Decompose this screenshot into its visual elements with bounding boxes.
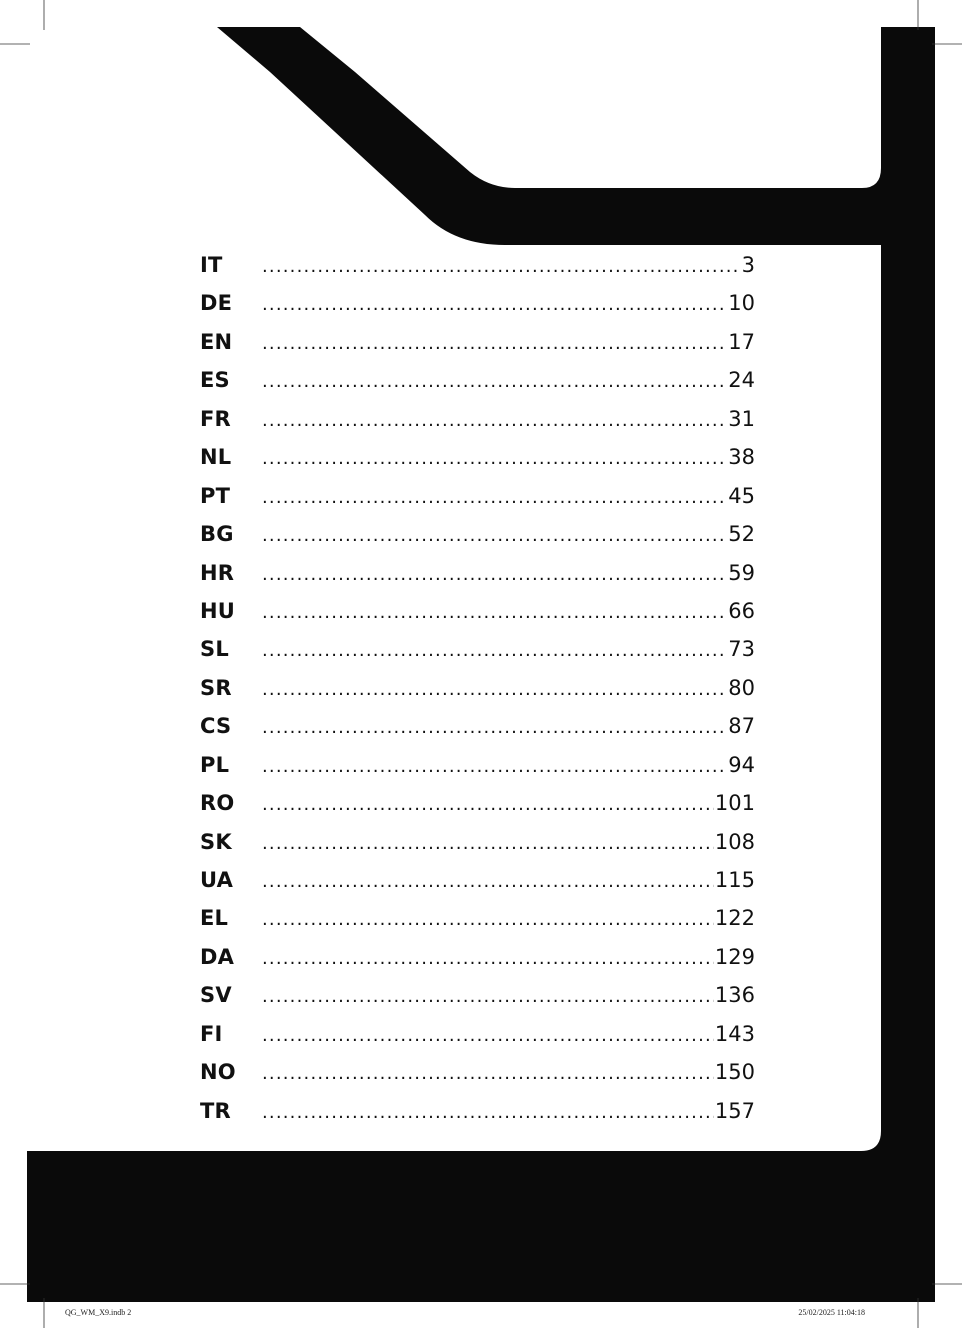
toc-dot-leader bbox=[262, 679, 727, 700]
toc-page-number: 10 bbox=[728, 291, 755, 316]
toc-page-number: 59 bbox=[728, 560, 755, 585]
toc-language-code: ES bbox=[200, 368, 230, 393]
toc-language-code: NL bbox=[200, 445, 232, 470]
toc-dot-leader bbox=[262, 909, 714, 930]
toc-page-number: 143 bbox=[714, 1021, 755, 1046]
toc-language-code: FI bbox=[200, 1021, 223, 1046]
toc-language-code: DE bbox=[200, 291, 233, 316]
toc-dot-leader bbox=[262, 986, 714, 1007]
toc-language-code: BG bbox=[200, 522, 234, 547]
toc-language-code: SV bbox=[200, 983, 232, 1008]
toc-entry bbox=[200, 253, 755, 291]
toc-dot-leader bbox=[262, 1025, 714, 1046]
toc-entry bbox=[200, 368, 755, 406]
toc-page-number: 157 bbox=[714, 1098, 755, 1123]
toc-entry bbox=[200, 561, 755, 599]
toc-entry bbox=[200, 291, 755, 329]
toc-dot-leader bbox=[262, 756, 727, 777]
toc-entry bbox=[200, 445, 755, 483]
toc-language-code: RO bbox=[200, 791, 235, 816]
toc-page-number: 52 bbox=[728, 522, 755, 547]
toc-page-number: 38 bbox=[728, 445, 755, 470]
toc-entry bbox=[200, 906, 755, 944]
toc-language-code: HU bbox=[200, 598, 236, 623]
toc-language-code: PL bbox=[200, 752, 230, 777]
toc-language-code: HR bbox=[200, 560, 235, 585]
toc-entry bbox=[200, 983, 755, 1021]
toc-page-number: 17 bbox=[728, 329, 755, 354]
toc-dot-leader bbox=[262, 487, 727, 508]
toc-language-code: CS bbox=[200, 714, 232, 739]
toc-language-code: EL bbox=[200, 906, 229, 931]
toc-dot-leader bbox=[262, 640, 727, 661]
toc-dot-leader bbox=[262, 256, 741, 277]
toc-page-number: 3 bbox=[741, 253, 755, 277]
toc-entry bbox=[200, 330, 755, 368]
toc-dot-leader bbox=[262, 410, 727, 431]
toc-entry bbox=[200, 484, 755, 522]
toc-entry bbox=[200, 830, 755, 868]
toc-entry bbox=[200, 522, 755, 560]
toc-entry bbox=[200, 407, 755, 445]
toc-entry bbox=[200, 599, 755, 637]
toc-dot-leader bbox=[262, 294, 727, 315]
toc-dot-leader bbox=[262, 794, 714, 815]
toc-language-code: IT bbox=[200, 253, 223, 277]
toc-page-number: 66 bbox=[728, 598, 755, 623]
toc-entry bbox=[200, 945, 755, 983]
toc-page-number: 45 bbox=[728, 483, 755, 508]
toc-language-code: SL bbox=[200, 637, 229, 662]
toc-entry bbox=[200, 637, 755, 675]
toc-page-number: 115 bbox=[714, 868, 755, 892]
toc-entry bbox=[200, 868, 755, 906]
print-slug-file: QG_WM_X9.indb 2 bbox=[65, 1308, 132, 1317]
toc-dot-leader bbox=[262, 871, 714, 892]
toc-page-number: 108 bbox=[714, 829, 755, 854]
toc-language-code: UA bbox=[200, 868, 234, 892]
toc-entry bbox=[200, 676, 755, 714]
toc-language-code: NO bbox=[200, 1060, 236, 1085]
toc-entry bbox=[200, 753, 755, 791]
toc-entry bbox=[200, 1060, 755, 1098]
toc-dot-leader bbox=[262, 333, 727, 354]
toc-entry bbox=[200, 1022, 755, 1060]
toc-dot-leader bbox=[262, 525, 727, 546]
toc-dot-leader bbox=[262, 833, 714, 854]
toc-page-number: 136 bbox=[714, 983, 755, 1008]
toc-entry bbox=[200, 791, 755, 829]
toc-page-number: 101 bbox=[714, 791, 755, 816]
toc-language-code: TR bbox=[200, 1098, 231, 1123]
toc-page-number: 94 bbox=[728, 752, 755, 777]
toc-language-code: FR bbox=[200, 406, 231, 431]
toc-entry bbox=[200, 1099, 755, 1137]
toc-language-code: PT bbox=[200, 483, 231, 508]
toc-page-number: 150 bbox=[714, 1060, 755, 1085]
toc-dot-leader bbox=[262, 448, 727, 469]
toc-language-code: SK bbox=[200, 829, 232, 854]
toc-dot-leader bbox=[262, 948, 714, 969]
toc-page-number: 87 bbox=[728, 714, 755, 739]
toc-dot-leader bbox=[262, 717, 727, 738]
toc-page-number: 24 bbox=[728, 368, 755, 393]
toc-dot-leader bbox=[262, 564, 727, 585]
table-of-contents bbox=[200, 253, 755, 1137]
toc-dot-leader bbox=[262, 1102, 714, 1123]
toc-dot-leader bbox=[262, 602, 727, 623]
toc-page-number: 31 bbox=[728, 406, 755, 431]
toc-language-code: SR bbox=[200, 675, 232, 700]
toc-dot-leader bbox=[262, 371, 727, 392]
toc-entry bbox=[200, 714, 755, 752]
toc-language-code: DA bbox=[200, 944, 235, 969]
toc-page-number: 122 bbox=[714, 906, 755, 931]
toc-page-number: 73 bbox=[728, 637, 755, 662]
toc-page-number: 80 bbox=[728, 675, 755, 700]
toc-dot-leader bbox=[262, 1063, 714, 1084]
print-slug-datetime: 25/02/2025 11:04:18 bbox=[798, 1308, 865, 1317]
toc-page-number: 129 bbox=[714, 944, 755, 969]
toc-language-code: EN bbox=[200, 329, 233, 354]
